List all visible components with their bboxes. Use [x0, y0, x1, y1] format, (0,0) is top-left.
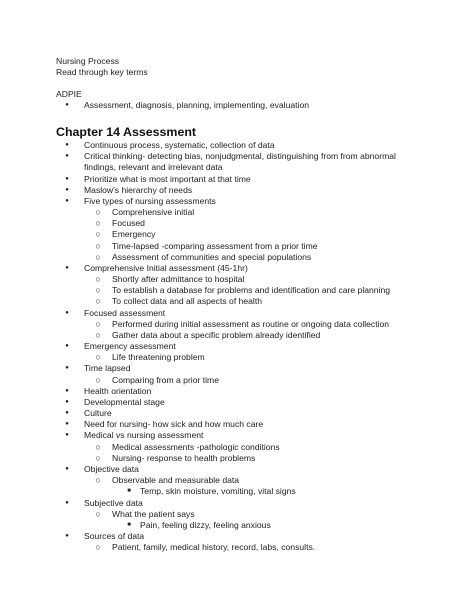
list-item	[0, 442, 474, 453]
list-item-text: Life threatening problem	[112, 352, 205, 363]
adpie-heading: ADPIE	[56, 89, 82, 99]
list-item	[0, 486, 474, 497]
list-item-text: Comparing from a prior time	[112, 374, 219, 385]
list-item-text: Performed during initial assessment as routine or ongoing data collection	[112, 318, 390, 329]
list-item-text: Time-lapsed -comparing assessment from a prior time	[112, 240, 318, 251]
bullet-icon: ●	[65, 102, 69, 108]
list-item	[0, 151, 474, 162]
bullet-icon: ●	[65, 533, 69, 540]
circle-bullet-icon: ○	[95, 508, 101, 519]
list-item	[0, 341, 474, 352]
list-item	[0, 531, 474, 542]
list-item-text: Shortly after admittance to hospital	[112, 274, 245, 285]
list-item	[0, 498, 474, 509]
square-bullet-icon: ■	[127, 488, 131, 495]
list-item	[0, 252, 474, 263]
list-item	[0, 464, 474, 475]
list-item	[0, 453, 474, 464]
bullet-icon: ●	[65, 387, 69, 394]
list-item-text: Prioritize what is most important at that time	[84, 173, 251, 184]
bullet-icon: ●	[65, 197, 69, 204]
bullet-icon: ●	[65, 309, 69, 316]
list-item-text: Health orientation	[84, 385, 152, 396]
list-item	[0, 207, 474, 218]
list-item	[0, 263, 474, 274]
list-item-text: Focused	[112, 218, 145, 229]
list-item-text: Objective data	[84, 463, 139, 474]
list-item-text: Comprehensive Initial assessment (45-1hr)	[84, 262, 248, 273]
list-item	[0, 174, 474, 185]
bullet-icon: ●	[65, 186, 69, 193]
bullet-icon: ●	[65, 365, 69, 372]
bullet-icon: ●	[65, 465, 69, 472]
list-item-text: Patient, family, medical history, record, labs, consults.	[112, 542, 316, 553]
bullet-icon: ●	[65, 410, 69, 417]
circle-bullet-icon: ○	[95, 274, 101, 285]
square-bullet-icon: ■	[127, 521, 131, 528]
list-item	[0, 140, 474, 151]
list-item-text: Culture	[84, 408, 112, 419]
doc-title: Nursing Process	[56, 56, 120, 66]
circle-bullet-icon: ○	[95, 542, 101, 553]
list-item	[0, 386, 474, 397]
circle-bullet-icon: ○	[95, 207, 101, 218]
list-item-text: Focused assessment	[84, 307, 166, 318]
list-item	[0, 509, 474, 520]
circle-bullet-icon: ○	[95, 329, 101, 340]
circle-bullet-icon: ○	[95, 229, 101, 240]
list-item	[0, 397, 474, 408]
list-item-text: Sources of data	[84, 531, 145, 542]
circle-bullet-icon: ○	[95, 251, 101, 262]
circle-bullet-icon: ○	[95, 475, 101, 486]
list-item	[0, 162, 474, 173]
list-item	[0, 308, 474, 319]
list-item	[0, 542, 474, 553]
list-item-text: Critical thinking- detecting bias, nonjudgmental, distinguishing from from abnormal	[84, 151, 396, 162]
list-item-text: Emergency	[112, 229, 156, 240]
adpie-list-item	[0, 100, 474, 111]
list-item	[0, 319, 474, 330]
list-item-text: Developmental stage	[84, 396, 165, 407]
bullet-icon: ●	[65, 421, 69, 428]
circle-bullet-icon: ○	[95, 218, 101, 229]
list-item	[0, 218, 474, 229]
list-item	[0, 274, 474, 285]
list-item	[0, 475, 474, 486]
list-item-text: Medical assessments -pathologic conditions	[112, 441, 280, 452]
list-item-text: Gather data about a specific problem already identified	[112, 329, 321, 340]
bullet-icon: ●	[65, 398, 69, 405]
list-item-text: Maslow's hierarchy of needs	[84, 184, 193, 195]
list-item	[0, 375, 474, 386]
list-item	[0, 363, 474, 374]
circle-bullet-icon: ○	[95, 296, 101, 307]
list-item	[0, 185, 474, 196]
doc-subtitle: Read through key terms	[56, 67, 148, 77]
circle-bullet-icon: ○	[95, 318, 101, 329]
list-item-text: Pain, feeling dizzy, feeling anxious	[140, 519, 271, 530]
list-item-text: findings, relevant and irrelevant data	[84, 162, 223, 173]
list-item	[0, 419, 474, 430]
list-item	[0, 408, 474, 419]
list-item-text: To collect data and all aspects of health	[112, 296, 263, 307]
bullet-icon: ●	[65, 142, 69, 148]
list-item	[0, 229, 474, 240]
bullet-icon: ●	[65, 432, 69, 439]
list-item-text: Time lapsed	[84, 363, 131, 374]
list-item-text: Temp, skin moisture, vomiting, vital signs	[140, 486, 296, 497]
list-item-text: Need for nursing- how sick and how much care	[84, 419, 264, 430]
list-item	[0, 241, 474, 252]
chapter-heading: Chapter 14 Assessment	[56, 125, 197, 139]
bullet-icon: ●	[65, 153, 69, 160]
circle-bullet-icon: ○	[95, 285, 101, 296]
list-item-text: Five types of nursing assessments	[84, 195, 216, 206]
bullet-icon: ●	[65, 343, 69, 350]
list-item	[0, 196, 474, 207]
circle-bullet-icon: ○	[95, 240, 101, 251]
adpie-item-text: Assessment, diagnosis, planning, implementing, evaluation	[84, 100, 309, 110]
list-item-text: Observable and measurable data	[112, 475, 240, 486]
list-item	[0, 296, 474, 307]
list-item	[0, 352, 474, 363]
list-item-text: Assessment of communities and special populations	[112, 251, 312, 262]
list-item-text: Continuous process, systematic, collection of data	[84, 140, 275, 150]
circle-bullet-icon: ○	[95, 352, 101, 363]
list-item	[0, 520, 474, 531]
circle-bullet-icon: ○	[95, 374, 101, 385]
bullet-icon: ●	[65, 499, 69, 506]
list-item-text: To establish a database for problems and identification and care planning	[112, 285, 391, 296]
list-item	[0, 285, 474, 296]
list-item-text: Subjective data	[84, 497, 143, 508]
list-item-text: Comprehensive initial	[112, 207, 195, 218]
list-item-text: Emergency assessment	[84, 341, 176, 352]
bullet-icon: ●	[65, 175, 69, 182]
list-item-text: What the patient says	[112, 508, 195, 519]
assessment-bullet-list	[0, 140, 474, 553]
list-item	[0, 430, 474, 441]
list-item-text: Medical vs nursing assessment	[84, 430, 204, 441]
circle-bullet-icon: ○	[95, 452, 101, 463]
circle-bullet-icon: ○	[95, 441, 101, 452]
bullet-icon: ●	[65, 264, 69, 271]
list-item	[0, 330, 474, 341]
list-item-text: Nursing- response to health problems	[112, 452, 256, 463]
